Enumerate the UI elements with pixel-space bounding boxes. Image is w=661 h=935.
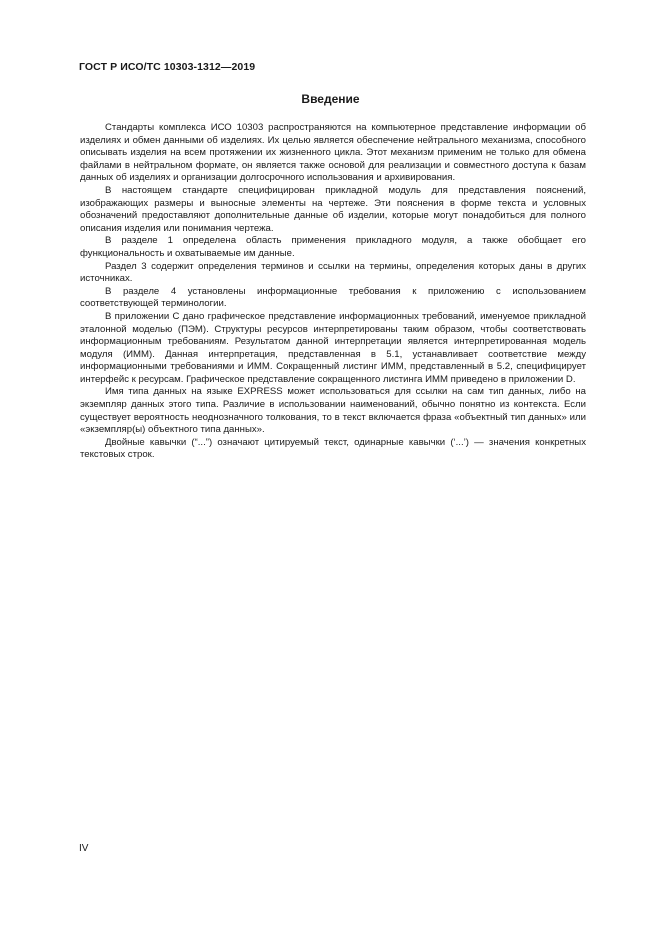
paragraph-5: В разделе 4 установлены информационные требования к приложению с использованием соответствующей терминологии.	[80, 285, 586, 310]
paragraph-1: Стандарты комплекса ИСО 10303 распространяются на компьютерное представление информации об изделиях и обмен данными об изделиях. Их целью является обеспечение нейтрального механизма, способного описывать изделия на всем протяжении их жизненного цикла. Этот механизм применим не только для обмена файлами в нейтральном формате, он является также основой для реализации и совместного доступа к базам данных об изделиях и организации долгосрочного использования и архивирования.	[80, 122, 586, 184]
paragraph-6: В приложении С дано графическое представление информационных требований, именуемое прикладной эталонной моделью (ПЭМ). Структуры ресурсов интерпретированы таким образом, чтобы соответствовать информационным требованиям. Результатом данной интерпретации является интерпретированная модель модуля (ИММ). Данная интерпретация, представленная в 5.1, устанавливает соответствие между информационными требованиями и ИММ. Сокращенный листинг ИММ, представленный в 5.2, специфицирует интерфейс к ресурсам. Графическое представление сокращенного листинга ИММ приведено в приложении D.	[80, 310, 586, 385]
section-title: Введение	[301, 92, 360, 106]
paragraph-7: Имя типа данных на языке EXPRESS может использоваться для ссылки на сам тип данных, либо на экземпляр данных этого типа. Различие в использовании наименований, обычно понятно из контекста. Если существует вероятность неоднозначного толкования, то в текст включается фраза «объектный тип данных» или «экземпляр(ы) объектного типа данных».	[80, 386, 586, 436]
document-standard-id: ГОСТ Р ИСО/ТС 10303-1312—2019	[79, 61, 256, 73]
page-number: IV	[79, 843, 89, 854]
paragraph-8: Двойные кавычки (“...”) означают цитируемый текст, одинарные кавычки (‘...’) — значения конкретных текстовых строк.	[80, 436, 586, 461]
body-text	[80, 122, 586, 462]
paragraph-3: В разделе 1 определена область применения прикладного модуля, а также обобщает его функциональность и охватываемые им данные.	[80, 235, 586, 259]
paragraph-4: Раздел 3 содержит определения терминов и ссылки на термины, определения которых даны в других источниках.	[80, 260, 586, 285]
paragraph-2: В настоящем стандарте специфицирован прикладной модуль для представления пояснений, изображающих размеры и выносные элементы на чертеже. Эти пояснения в форме текста и условных обозначений предоставляют дополнительные данные об изделии, которые могут понадобиться для полного описания изделия или понимания чертежа.	[80, 184, 586, 234]
